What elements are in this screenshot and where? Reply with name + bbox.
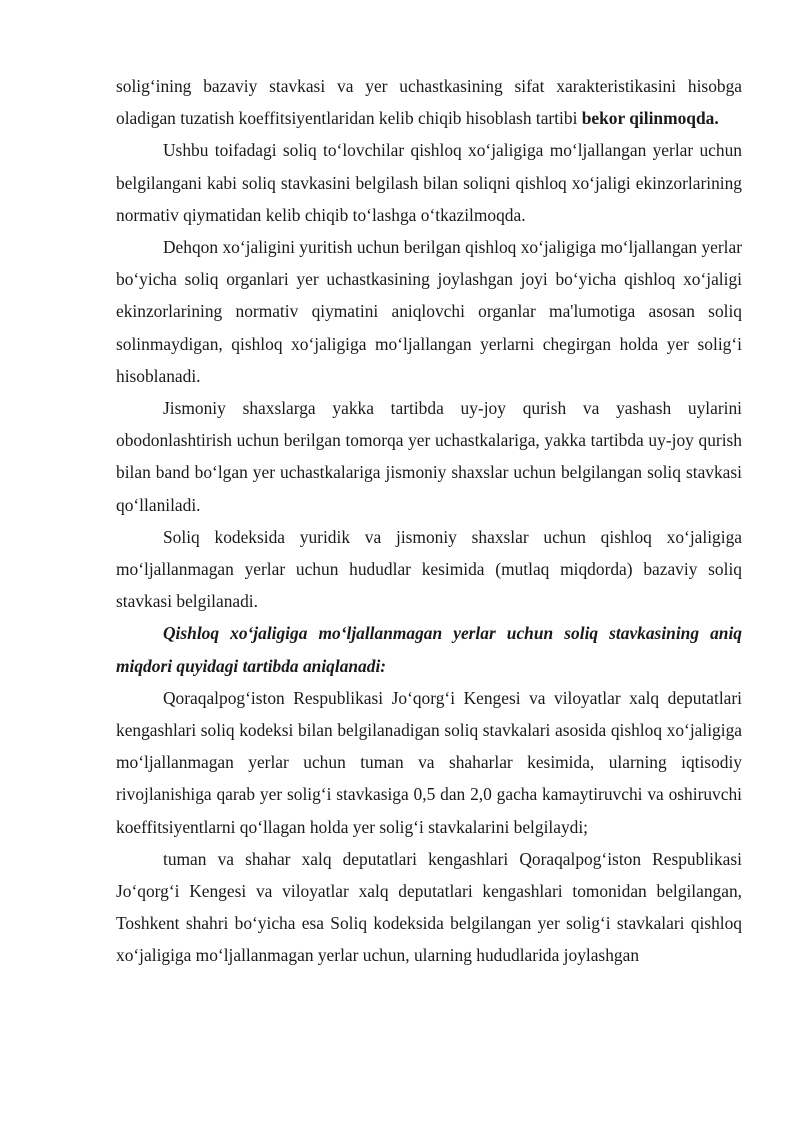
paragraph-7: Qoraqalpog‘iston Respublikasi Jo‘qorg‘i Kengesi va viloyatlar xalq deputatlari kengashlari soliq kodeksi bilan belgilanadigan soliq stavkalari asosida qishloq xo‘jaligiga mo‘ljallanmagan yerlar uchun tuman va shaharlar kesimida, ularning iqtisodiy rivojlanishiga qarab yer solig‘i stavkasiga 0,5 dan 2,0 gacha kamaytiruvchi va oshiruvchi koeffitsiyentlarni qo‘llagan holda yer solig‘i stavkalarini belgilaydi;	[116, 687, 742, 837]
paragraph-1	[116, 70, 742, 134]
document-page	[116, 70, 742, 972]
paragraph-3: Dehqon xo‘jaligini yuritish uchun berilgan qishloq xo‘jaligiga mo‘ljallangan yerlar bo‘yicha soliq organlari yer uchastkasining joylashgan joyi bo‘yicha qishloq xo‘jaligi ekinzorlarining normativ qiymatini aniqlovchi organlar ma'lumotiga asosan soliq solinmaydigan, qishloq xo‘jaligiga mo‘ljallangan yerlarni chegirgan holda yer solig‘i hisoblanadi.	[116, 237, 742, 386]
paragraph-6-heading: Qishloq xo‘jaligiga mo‘ljallanmagan yerlar uchun soliq stavkasining aniq miqdori quyidagi tartibda aniqlanadi:	[116, 623, 742, 676]
paragraph-5: Soliq kodeksida yuridik va jismoniy shaxslar uchun qishloq xo‘jaligiga mo‘ljallanmagan yerlar uchun hududlar kesimida (mutlaq miqdorda) bazaviy soliq stavkasi belgilanadi.	[116, 526, 742, 612]
paragraph-8: tuman va shahar xalq deputatlari kengashlari Qoraqalpog‘iston Respublikasi Jo‘qorg‘i Kengesi va viloyatlar xalq deputatlari kengashlari tomonidan belgilangan, Toshkent shahri bo‘yicha esa Soliq kodeksida belgilangan yer solig‘i stavkalari qishloq xo‘jaligiga mo‘ljallanmagan yerlar uchun, ularning hududlarida joylashgan	[116, 848, 742, 966]
paragraph-2: Ushbu toifadagi soliq to‘lovchilar qishloq xo‘jaligiga mo‘ljallangan yerlar uchun belgilangani kabi soliq stavkasini belgilash bilan soliqni qishloq xo‘jaligi ekinzorlarining normativ qiymatidan kelib chiqib to‘lashga o‘tkazilmoqda.	[116, 140, 742, 225]
paragraph-1-bold-tail: bekor qilinmoqda.	[581, 108, 719, 129]
paragraph-1-text: solig‘ining bazaviy stavkasi va yer uchastkasining sifat xarakteristikasini hisobga oladigan tuzatish koeffitsiyentlaridan kelib chiqib hisoblash tartibi	[116, 76, 742, 129]
paragraph-4: Jismoniy shaxslarga yakka tartibda uy-joy qurish va yashash uylarini obodonlashtirish uchun berilgan tomorqa yer uchastkalariga, yakka tartibda uy-joy qurish bilan band bo‘lgan yer uchastkalariga jismoniy shaxslar uchun belgilangan soliq stavkasi qo‘llaniladi.	[116, 398, 742, 515]
